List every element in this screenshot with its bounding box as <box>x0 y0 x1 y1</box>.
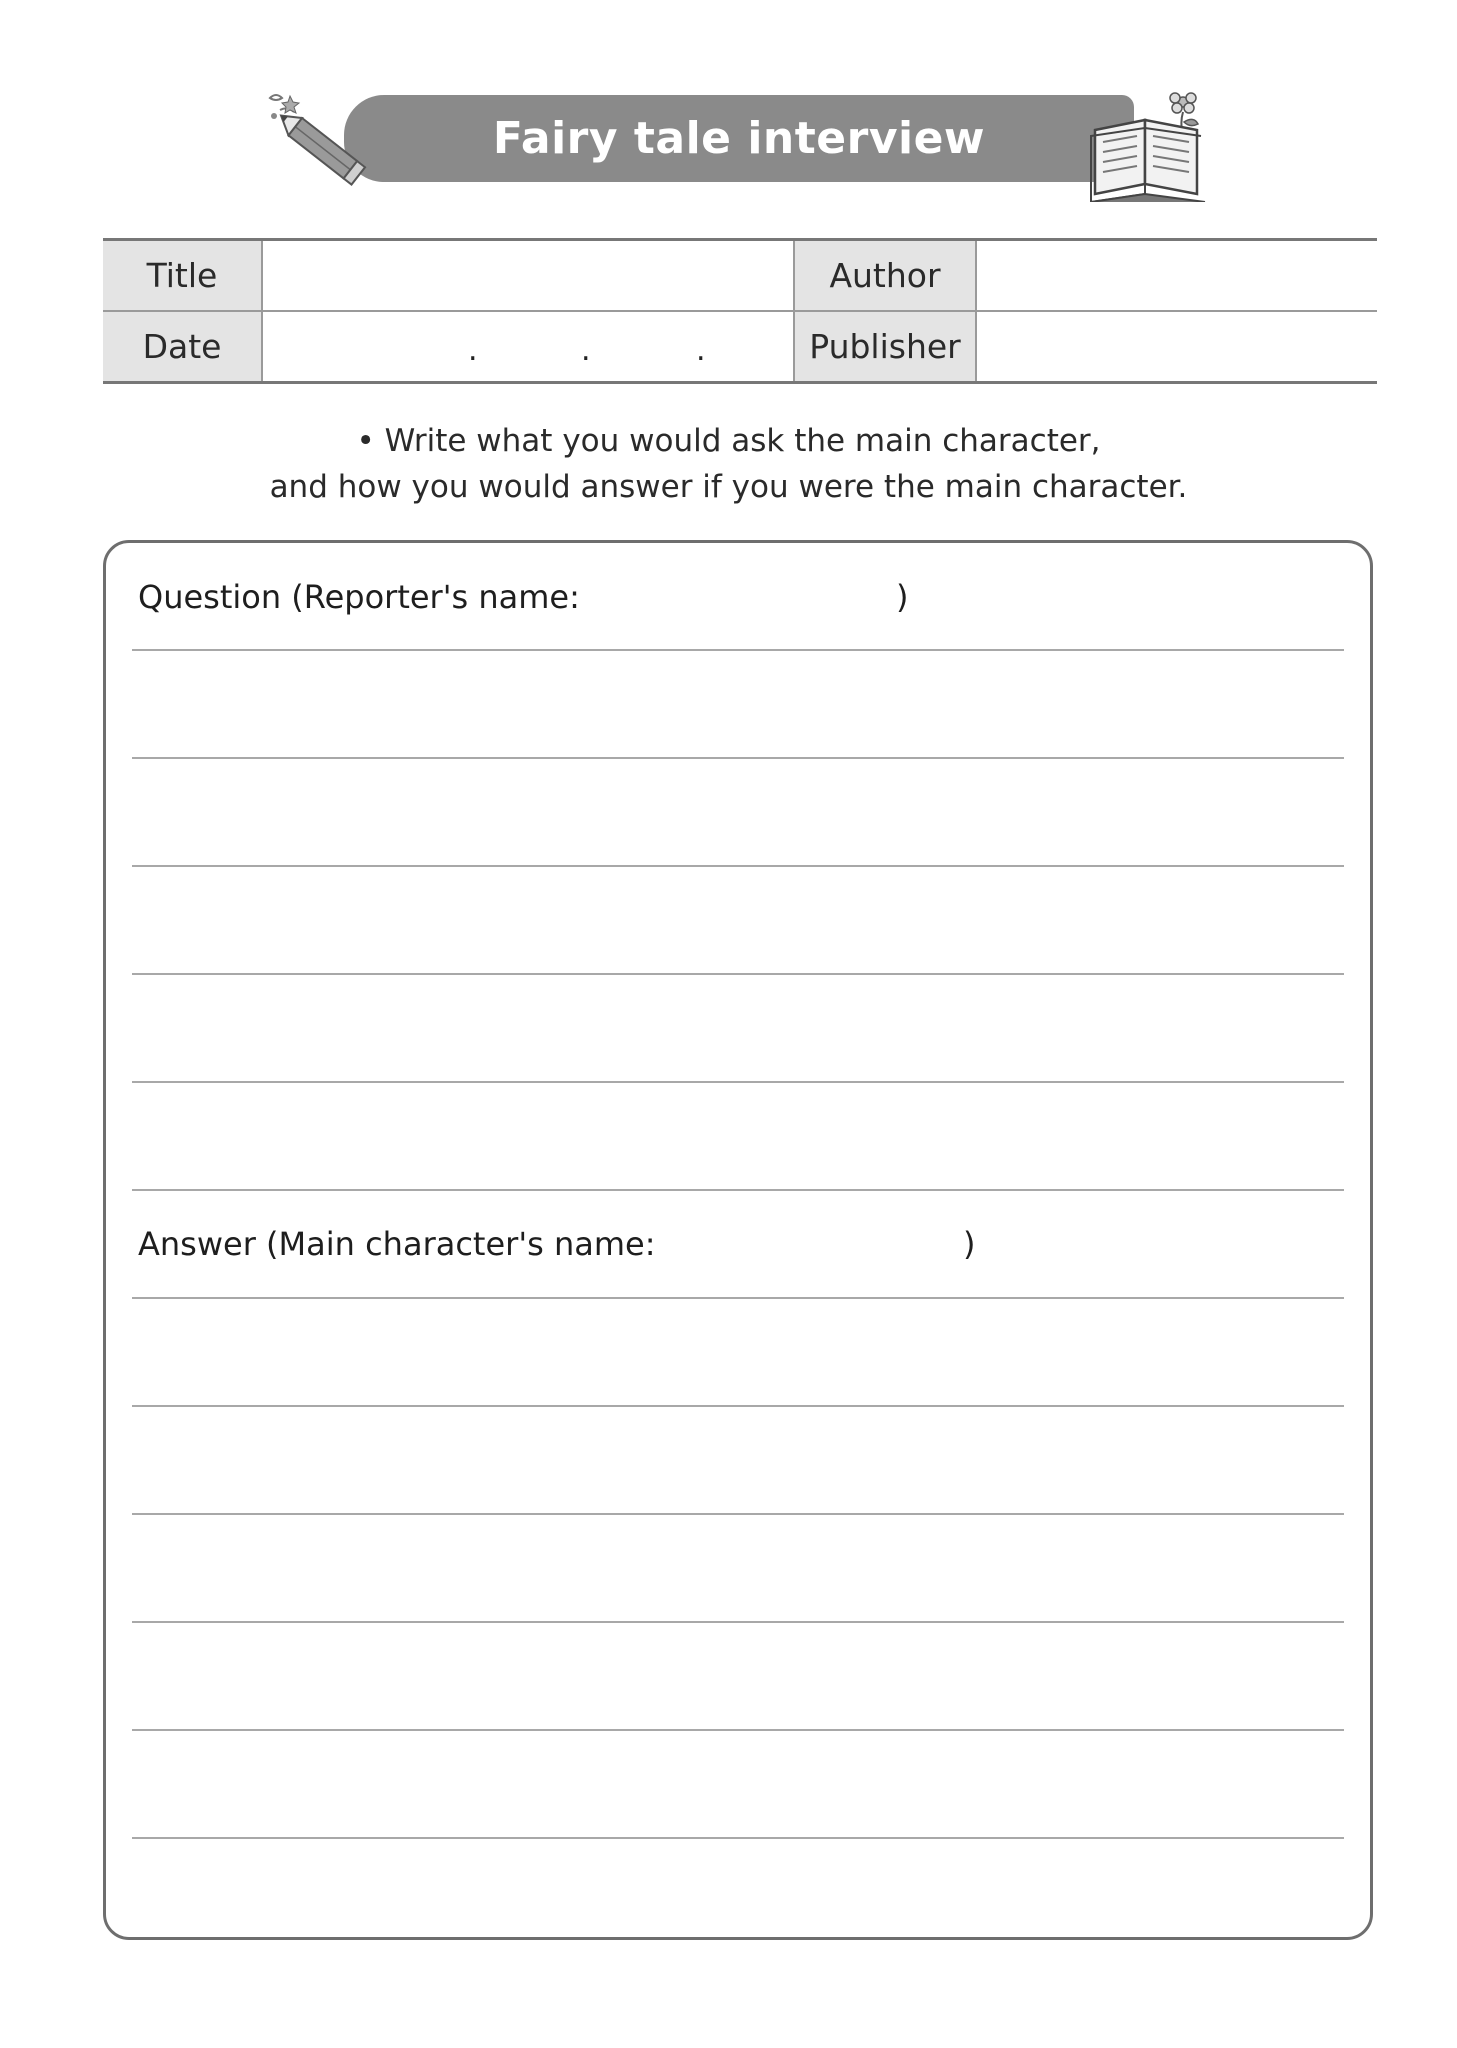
writing-line[interactable] <box>132 973 1344 975</box>
book-info-table <box>103 238 1377 384</box>
date-field[interactable] <box>262 311 794 383</box>
date-separator: . <box>581 333 591 368</box>
question-label: Question (Reporter's name: <box>138 578 580 616</box>
table-row <box>103 240 1377 312</box>
answer-close-paren: ) <box>963 1225 976 1263</box>
writing-line[interactable] <box>132 865 1344 867</box>
title-label: Title <box>103 240 262 312</box>
answer-label: Answer (Main character's name: <box>138 1225 656 1263</box>
writing-line[interactable] <box>132 1837 1344 1839</box>
writing-line[interactable] <box>132 1189 1344 1191</box>
open-book-icon <box>1085 90 1215 202</box>
instruction-line: and how you would answer if you were the main character. <box>269 469 1188 505</box>
table-row <box>103 311 1377 383</box>
writing-line[interactable] <box>132 1405 1344 1407</box>
instruction-line: • Write what you would ask the main character, <box>356 423 1101 459</box>
writing-line[interactable] <box>132 1621 1344 1623</box>
publisher-field[interactable] <box>976 311 1377 383</box>
interview-writing-box <box>103 540 1373 1940</box>
writing-line[interactable] <box>132 1513 1344 1515</box>
date-separator: . <box>696 333 706 368</box>
writing-line[interactable] <box>132 649 1344 651</box>
pencil-icon <box>262 88 380 188</box>
publisher-label: Publisher <box>794 311 976 383</box>
date-separator: . <box>468 333 478 368</box>
writing-line[interactable] <box>132 1297 1344 1299</box>
author-label: Author <box>794 240 976 312</box>
question-close-paren: ) <box>896 578 909 616</box>
writing-line[interactable] <box>132 757 1344 759</box>
writing-line[interactable] <box>132 1729 1344 1731</box>
instructions <box>0 418 1457 510</box>
date-label: Date <box>103 311 262 383</box>
writing-line[interactable] <box>132 1081 1344 1083</box>
page-title: Fairy tale interview <box>492 113 986 164</box>
author-field[interactable] <box>976 240 1377 312</box>
title-field[interactable] <box>262 240 794 312</box>
